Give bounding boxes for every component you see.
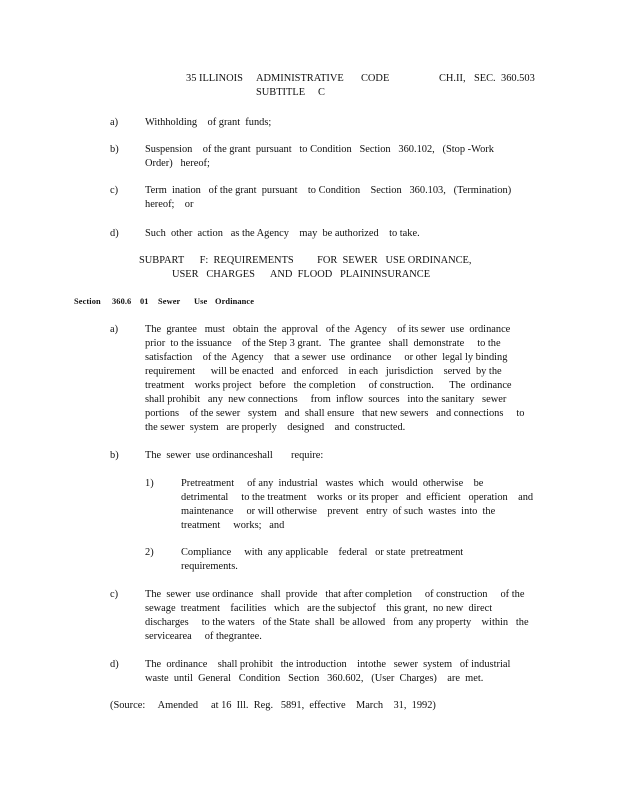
subpart-heading: SUBPART F: REQUIREMENTS FOR SEWER USE ORDINANCE, <box>139 255 472 266</box>
paragraph-line: requirement will be enacted and enforced in each jurisdiction served by the <box>145 366 502 377</box>
paragraph-line: treatment works project before the completion of construction. The ordinance <box>145 380 512 391</box>
item-label: d) <box>110 228 119 239</box>
item-text: Suspension of the grant pursuant to Condition Section 360.102, (Stop -Work <box>145 144 494 155</box>
subitem-line: requirements. <box>181 561 238 572</box>
paragraph-line: The ordinance shall prohibit the introduction intothe sewer system of industrial <box>145 659 511 670</box>
section-number: 360.6 <box>112 297 132 306</box>
source-note: (Source: Amended at 16 Ill. Reg. 5891, effective March 31, 1992) <box>110 700 436 711</box>
subitem-line: Compliance with any applicable federal or state pretreatment <box>181 547 464 558</box>
header-code-name: 35 ILLINOIS <box>186 73 243 84</box>
paragraph-line: prior to the issuance of the Step 3 grant. The grantee shall demonstrate to the <box>145 338 501 349</box>
subitem-line: maintenance or will otherwise prevent entry of such wastes into the <box>181 506 496 517</box>
paragraph-line: The sewer use ordinance shall provide that after completion of construction of the <box>145 589 525 600</box>
item-label: a) <box>110 117 119 128</box>
item-label: c) <box>110 589 119 600</box>
item-text: Term ination of the grant pursuant to Condition Section 360.103, (Termination) <box>145 185 512 196</box>
paragraph-line: servicearea of thegrantee. <box>145 631 262 642</box>
header-sec: SEC. <box>474 73 496 84</box>
section-subnumber: 01 <box>140 297 149 306</box>
paragraph-line: shall prohibit any new connections from inflow sources into the sanitary sewer <box>145 394 507 405</box>
item-label: b) <box>110 144 119 155</box>
item-text: Order) hereof; <box>145 158 210 169</box>
item-label: a) <box>110 324 119 335</box>
item-text: The sewer use ordinanceshall require: <box>145 450 324 461</box>
item-text: Withholding of grant funds; <box>145 117 272 128</box>
subitem-label: 2) <box>145 547 154 558</box>
subitem-line: Pretreatment of any industrial wastes which would otherwise be <box>181 478 484 489</box>
section-word: Section <box>74 297 101 306</box>
header-subtitle: SUBTITLE C <box>256 87 325 98</box>
subitem-line: treatment works; and <box>181 520 285 531</box>
paragraph-line: waste until General Condition Section 360.602, (User Charges) are met. <box>145 673 484 684</box>
header-section-number: 360.503 <box>501 73 535 84</box>
paragraph-line: discharges to the waters of the State shall be allowed from any property within the <box>145 617 529 628</box>
paragraph-line: portions of the sewer system and shall ensure that new sewers and connections to <box>145 408 525 419</box>
item-label: c) <box>110 185 119 196</box>
paragraph-line: The grantee must obtain the approval of the Agency of its sewer use ordinance <box>145 324 511 335</box>
section-title-word: Sewer <box>158 297 181 306</box>
subpart-heading-continued: USER CHARGES AND FLOOD PLAININSURANCE <box>172 269 431 280</box>
header-administrative: ADMINISTRATIVE <box>256 73 344 84</box>
item-label: d) <box>110 659 119 670</box>
item-text: hereof; or <box>145 199 194 210</box>
paragraph-line: the sewer system are properly designed and constructed. <box>145 422 406 433</box>
header-chapter: CH.II, <box>439 73 466 84</box>
paragraph-line: sewage treatment facilities which are the subjectof this grant, no new direct <box>145 603 493 614</box>
subitem-label: 1) <box>145 478 154 489</box>
section-title-word: Use <box>194 297 208 306</box>
item-label: b) <box>110 450 119 461</box>
header-code: CODE <box>361 73 390 84</box>
paragraph-line: satisfaction of the Agency that a sewer use ordinance or other legal ly binding <box>145 352 508 363</box>
item-text: Such other action as the Agency may be authorized to take. <box>145 228 420 239</box>
subitem-line: detrimental to the treatment works or its proper and efficient operation and <box>181 492 534 503</box>
section-title-word: Ordinance <box>215 297 255 306</box>
